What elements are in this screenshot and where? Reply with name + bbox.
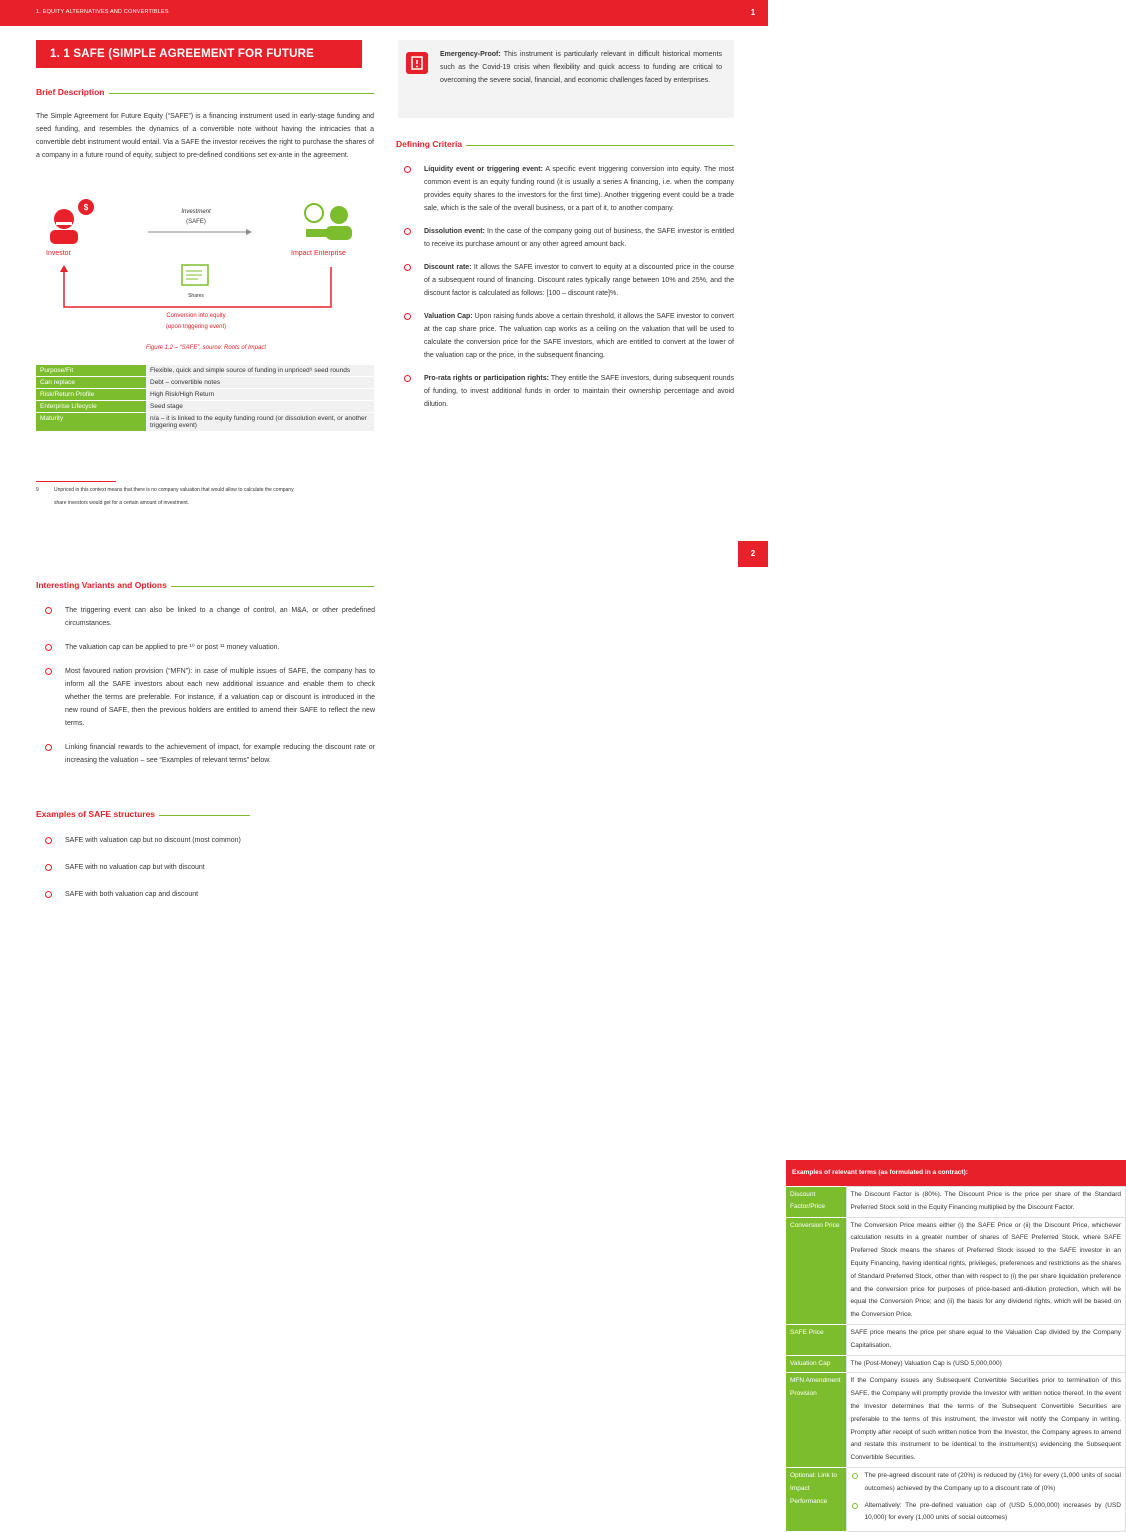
list-item: Liquidity event or triggering event: A specific event triggering conversion into equity. The most common event is an equity funding round (it is usually a series A financing, i.e. when the company provides equity shares to the investors for the first time). Another triggering event could be a trade sale, which is the sale of the overall business, or a part of it, to another company. xyxy=(402,163,734,215)
section-header-bar xyxy=(0,0,738,26)
footnote-rule xyxy=(36,481,116,482)
safe-diagram xyxy=(36,195,376,355)
table-row: Maturity n/a – it is linked to the equity funding round (or dissolution event, or another triggering event) xyxy=(36,413,374,432)
table-row: Optional: Link to Impact Performance The pre-agreed discount rate of (20%) is reduced by (1%) for every (1,000 units of social outcomes) achieved by the Company up to a discount rate of (0%) Alternatively: The pre-defined valuation cap of (USD 5,000,000) increases by (USD 10,000) for every (1,000 units of social outcomes) xyxy=(786,1467,1126,1531)
shares-label: Shares xyxy=(188,293,204,299)
criteria-heading: Defining Criteria xyxy=(396,139,734,149)
conversion-sub-label: (upon triggering event) xyxy=(165,324,227,330)
table-row: Purpose/Fit Flexible, quick and simple source of funding in unpriced⁹ seed rounds xyxy=(36,365,374,377)
criteria-list xyxy=(402,163,734,411)
investor-label: Investor xyxy=(46,250,71,257)
table-row: Risk/Return Profile High Risk/High Return xyxy=(36,389,374,401)
terms-table xyxy=(786,1186,1126,1532)
footnote-number: 9 xyxy=(36,487,39,493)
figure-caption: Figure 1.2 – “SAFE”, source: Roots of Impact xyxy=(145,345,267,351)
brief-heading: Brief Description xyxy=(36,87,374,97)
structures-heading: Examples of SAFE structures xyxy=(36,809,250,819)
list-item: The triggering event can also be linked to a change of control, an M&A, or other predefined circumstances. xyxy=(43,604,375,630)
list-item: Linking financial rewards to the achievement of impact, for example reducing the discount rate or increasing the valuation – see “Examples of relevant terms” below. xyxy=(43,741,375,767)
table-row: SAFE Price SAFE price means the price per share equal to the Valuation Cap divided by the Company Capitalisation. xyxy=(786,1324,1126,1355)
list-item: Alternatively: The pre-defined valuation cap of (USD 5,000,000) increases by (USD 10,000) for every (1,000 units of social outcomes) xyxy=(851,1500,1122,1526)
list-item: The pre-agreed discount rate of (20%) is reduced by (1%) for every (1,000 units of social outcomes) achieved by the Company up to a discount rate of (0%) xyxy=(851,1470,1122,1496)
section-title: 1. EQUITY ALTERNATIVES AND CONVERTIBLES xyxy=(36,9,169,15)
list-item: Most favoured nation provision (“MFN”): in case of multiple issues of SAFE, the company has to inform all the SAFE investors about each new additional issuance and enable them to check whether the terms are preferable. For instance, if a valuation cap or discount is introduced in the new round of SAFE, then the previous holders are entitled to amend their SAFE to reflect the new terms. xyxy=(43,665,375,730)
investment-sub-label: (SAFE) xyxy=(186,219,206,225)
list-item: SAFE with no valuation cap but with discount xyxy=(43,861,375,874)
page-title: 1. 1 SAFE (SIMPLE AGREEMENT FOR FUTURE EQUITY) xyxy=(36,40,362,68)
brief-text: The Simple Agreement for Future Equity (“SAFE”) is a financing instrument used in early-stage funding and seed funding, and resembles the dynamics of a convertible note without having the intricacies that a convertible debt instrument would entail. Via a SAFE the investor receives the right to purchase the shares of a company in a future round of equity, subject to pre-defined conditions set ex-ante in the agreement. xyxy=(36,113,374,159)
table-row: Conversion Price The Conversion Price means either (i) the SAFE Price or (ii) the Discount Price, whichever calculation results in a greater number of shares of SAFE Preferred Stock, where SAFE Preferred Stock means the shares of Preferred Stock issued to the SAFE investor in an Equity Financing, having identical rights, privileges, preferences and restrictions as the shares of Standard Preferred Stock, other than with respect to (i) the per share liquidation preference and the conversion price for purposes of price-based anti-dilution protection, which will be equal the Conversion Price; and (ii) the basis for any dividend rights, which will be based on the Conversion Price. xyxy=(786,1217,1126,1324)
table-row: Discount Factor/Price The Discount Factor is (80%). The Discount Price is the price per share of the Standard Preferred Stock sold in the Equity Financing multiplied by the Discount Factor. xyxy=(786,1187,1126,1218)
dollar-text: $ xyxy=(83,203,89,212)
table-row: Enterprise Lifecycle Seed stage xyxy=(36,401,374,413)
callout-text: Emergency-Proof: This instrument is particularly relevant in difficult historical moments such as the Covid-19 crisis when flexibility and quick access to funding are critical to overcoming the severe social, financial, and economic challenges faced by enterprises. xyxy=(440,51,722,84)
table-row: Can replace Debt – convertible notes xyxy=(36,377,374,389)
list-item: Dissolution event: In the case of the company going out of business, the SAFE investor is entitled to receive its purchase amount or any other agreed amount back. xyxy=(402,225,734,251)
table-row: MFN Amendment Provision If the Company issues any Subsequent Convertible Securities prior to termination of this SAFE, the Company will promptly provide the Investor with written notice thereof. In the event the Investor determines that the terms of the Subsequent Convertible Securities are preferable to the terms of this instrument, the Investor will notify the Company in writing. Promptly after receipt of such written notice from the Investor, the Company agrees to amend and restate this instrument to be identical to the instrument(s) evidencing the Subsequent Convertible Securities. xyxy=(786,1373,1126,1468)
terms-header: Examples of relevant terms (as formulated in a contract): xyxy=(786,1160,1126,1186)
list-item: Valuation Cap: Upon raising funds above a certain threshold, it allows the SAFE investor to convert at the cap share price. The valuation cap works as a ceiling on the valuation that will be used to calculate the conversion price for the SAFE investors, which are entitled to convert at the lower of the valuation cap or the price, in the subsequent financing. xyxy=(402,310,734,362)
page-number-2: 2 xyxy=(738,541,768,567)
list-item: Discount rate: It allows the SAFE investor to convert to equity at a discounted price in the course of a subsequent round of financing. Discount rates typically range between 10% and 25%, and the discount factor is calculated as follows: [100 – discount rate]%. xyxy=(402,261,734,300)
table-row: Valuation Cap The (Post-Money) Valuation Cap is (USD 5,000,000) xyxy=(786,1355,1126,1373)
investment-label: Investment xyxy=(181,209,211,215)
list-item: SAFE with both valuation cap and discount xyxy=(43,888,375,901)
list-item: SAFE with valuation cap but no discount (most common) xyxy=(43,834,375,847)
list-item: Pro-rata rights or participation rights: They entitle the SAFE investors, during subsequent rounds of funding, to invest additional funds in order to maintain their ownership percentage and avoid dilution. xyxy=(402,372,734,411)
impact-enterprise-icon xyxy=(305,204,352,240)
enterprise-label: Impact Enterprise xyxy=(291,250,346,257)
alert-icon xyxy=(406,52,428,74)
variants-heading: Interesting Variants and Options xyxy=(36,580,374,590)
list-item: The valuation cap can be applied to pre ¹⁰ or post ¹¹ money valuation. xyxy=(43,641,375,654)
page-number-1: 1 xyxy=(738,0,768,26)
variants-list xyxy=(43,604,375,767)
footnote-line-2: share investors would get for a certain amount of investment. xyxy=(54,500,190,506)
shares-document-icon xyxy=(182,265,208,285)
emergency-proof-callout xyxy=(398,40,734,118)
terms-table-wrap xyxy=(393,580,1121,1522)
conversion-label: Conversion into equity xyxy=(166,313,226,319)
structures-list xyxy=(43,834,375,901)
footnote-line-1: Unpriced in this context means that there is no company valuation that would allow to calculate the company xyxy=(54,487,294,493)
fit-table xyxy=(36,365,374,432)
